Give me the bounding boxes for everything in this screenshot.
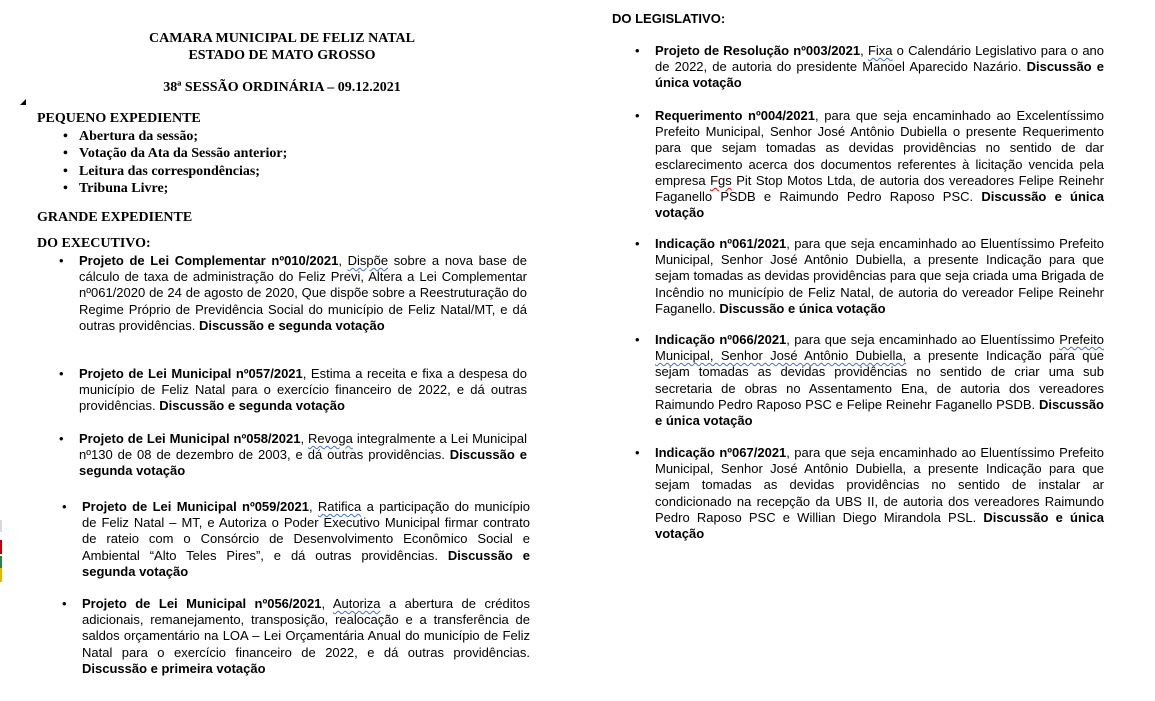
header-line-1: CAMARA MUNICIPAL DE FELIZ NATAL xyxy=(148,31,415,46)
item-pre: para que seja encaminhado ao Eluentíssimo Prefeito Municipal, Senhor José Antônio Dubiella, a presente Indicação para que sejam tomadas as devidas providências no sentido de instalar ar condicionado na recepção da UBS II, de autoria dos vereadores Raimundo Pedro Raposo PSC e Willian Diego Mirandola PSL. xyxy=(655,445,1104,525)
item-vote: Discussão e única votação xyxy=(719,300,886,316)
item-sep: , xyxy=(321,596,333,611)
item-sep: , xyxy=(302,366,311,381)
item-vote: Discussão e segunda votação xyxy=(79,447,527,479)
executivo-item-1 xyxy=(59,253,527,334)
item-sep: , xyxy=(308,499,318,514)
item-lead: Projeto de Lei Municipal nº058/2021 xyxy=(79,431,301,446)
item-verb: Dispõe xyxy=(347,253,389,268)
item-vote: Discussão e segunda votação xyxy=(82,547,531,579)
item-lead: Indicação nº067/2021 xyxy=(655,445,787,460)
list-item: • Abertura da sessão; xyxy=(63,128,287,145)
list-item: • Votação da Ata da Sessão anterior; xyxy=(63,145,287,162)
item-sep: , xyxy=(860,43,868,58)
bullet-icon: • xyxy=(635,332,640,347)
list-item: • Leitura das correspondências; xyxy=(63,163,287,180)
bullet-icon: • xyxy=(59,431,64,446)
legislativo-item-2 xyxy=(635,108,1104,221)
legislativo-item-3 xyxy=(635,236,1104,317)
item-mark: Prefeito Municipal, Senhor José Antônio Dubiella, xyxy=(655,332,1104,364)
pequeno-expediente-title: PEQUENO EXPEDIENTE xyxy=(37,111,201,126)
item-vote: Discussão e única votação xyxy=(655,189,1104,221)
edge-artifact xyxy=(0,520,2,532)
session-title: 38ª SESSÃO ORDINÁRIA – 09.12.2021 xyxy=(163,80,401,95)
item-sep: , xyxy=(786,236,795,251)
executivo-item-4 xyxy=(62,499,531,580)
document-header xyxy=(37,30,527,64)
item-vote: Discussão e única votação xyxy=(655,59,1105,91)
header-line-2: ESTADO DE MATO GROSSO xyxy=(188,48,376,63)
bullet-icon: • xyxy=(635,236,640,251)
item-vote: Discussão e primeira votação xyxy=(82,660,266,676)
item-verb: Ratifica xyxy=(317,499,362,514)
bullet-icon: • xyxy=(635,108,640,123)
executivo-item-5 xyxy=(62,596,530,677)
edge-artifact xyxy=(0,568,2,582)
item-text: a participação do município de Feliz Natal – MT, e Autoriza o Poder Executivo Municipal firmar contrato de rateio com o Consórcio de Desenvolvimento Econômico Social e Ambiental “Alto Teles Pires”, e dá outras providências. xyxy=(82,499,531,563)
bullet-icon: • xyxy=(635,43,640,58)
item-lead: Indicação nº066/2021 xyxy=(655,332,787,347)
bullet-icon: • xyxy=(62,499,67,514)
executivo-item-3 xyxy=(59,431,527,480)
item-lead: Requerimento nº004/2021 xyxy=(655,108,815,123)
item-sep: , xyxy=(814,108,825,123)
item-verb: Revoga xyxy=(308,431,353,446)
item-lead: Indicação nº061/2021 xyxy=(655,236,787,251)
item-lead: Projeto de Lei Municipal nº057/2021 xyxy=(79,366,303,381)
item-text: a presente Indicação para que sejam tomadas as devidas providências no sentido de criar uma sub secretaria de obras no Assentamento Ena, de autoria dos vereadores Raimundo Pedro Raposo PSC e Felipe Reinehr Faganello PSDB. xyxy=(655,348,1104,412)
bullet-icon: • xyxy=(59,253,64,268)
executivo-item-2 xyxy=(59,366,527,415)
bullet-icon: • xyxy=(62,596,67,611)
bullet-icon: • xyxy=(59,366,64,381)
item-lead: Projeto de Resolução nº003/2021 xyxy=(655,43,861,58)
item-lead: Projeto de Lei Complementar nº010/2021 xyxy=(79,253,339,268)
item-sep: , xyxy=(786,332,795,347)
item-pre: para que seja encaminhado ao Eluentíssimo Prefeito Municipal, Senhor José Antônio Dubiella, a presente Indicação para que sejam tomadas as devidas providências para que seja criada uma Brigada de Incêndio no município de Feliz Natal, de autoria do vereador Felipe Reinehr Faganello. xyxy=(655,236,1104,316)
item-text: a abertura de créditos adicionais, remanejamento, transposição, realocação e a transferência de saldos orçamentário na LOA – Lei Orçamentária Anual do município de Feliz Natal para o exercício financeiro de 2022, e dá outras providências. xyxy=(82,596,530,660)
item-vote: Discussão e única votação xyxy=(655,509,1104,542)
legislativo-item-1 xyxy=(635,43,1105,92)
item-lead: Projeto de Lei Municipal nº059/2021 xyxy=(82,499,309,514)
bullet-icon: • xyxy=(635,445,640,460)
item-text: Estima a receita e fixa a despesa do município de Feliz Natal para o exercício financeiro de 2022, e dá outras providências. xyxy=(79,366,527,414)
item-mark: Fgs xyxy=(710,172,732,188)
item-sep: , xyxy=(338,253,348,268)
legislativo-item-5 xyxy=(635,445,1104,542)
edge-artifact xyxy=(0,540,2,554)
grande-expediente-title: GRANDE EXPEDIENTE xyxy=(37,210,193,225)
item-pre: para que seja encaminhado ao Excelentíssimo Prefeito Municipal, Senhor José Antônio Dubiella o presente Requerimento para que sejam tomadas as devidas providências no sentido de dar esclarecimento acerca dos documentos referentes à licitação vencida pela empresa xyxy=(655,108,1104,188)
item-text: Pit Stop Motos Ltda, de autoria dos vereadores Felipe Reinehr Faganello PSDB e Raimundo Pedro Raposo PSC. xyxy=(655,172,1104,205)
legislativo-item-4 xyxy=(635,332,1104,429)
item-lead: Projeto de Lei Municipal nº056/2021 xyxy=(82,596,322,611)
executivo-title: DO EXECUTIVO: xyxy=(37,236,151,251)
anchor-marker-icon xyxy=(20,99,26,105)
item-sep: , xyxy=(786,445,795,460)
item-text: integralmente a Lei Municipal nº130 de 08 de dezembro de 2003, e dá outras providências. xyxy=(79,431,527,463)
item-pre: para que seja encaminhado ao Eluentíssimo xyxy=(794,332,1060,347)
legislativo-title: DO LEGISLATIVO: xyxy=(612,11,726,26)
item-text: sobre a nova base de cálculo de taxa de administração do Feliz Previ, Altera a Lei Complementar nº061/2020 de 24 de agosto de 2020, Que dispõe sobre a Reestruturação do Regime Próprio de Previdência Social do município de Feliz Natal/MT, e dá outras providências. xyxy=(79,253,527,333)
list-item: • Tribuna Livre; xyxy=(63,180,287,197)
item-vote: Discussão e segunda votação xyxy=(198,317,385,333)
item-verb: Autoriza xyxy=(332,596,381,611)
item-mark: Fixa xyxy=(867,43,893,58)
pequeno-expediente-list xyxy=(63,128,287,198)
item-vote: Discussão e segunda votação xyxy=(159,398,345,414)
item-vote: Discussão e única votação xyxy=(655,396,1104,429)
item-sep: , xyxy=(300,431,309,446)
item-text: o Calendário Legislativo para o ano de 2022, de autoria do presidente Manoel Aparecido Nazário. xyxy=(655,43,1105,75)
edge-artifact xyxy=(0,556,2,568)
